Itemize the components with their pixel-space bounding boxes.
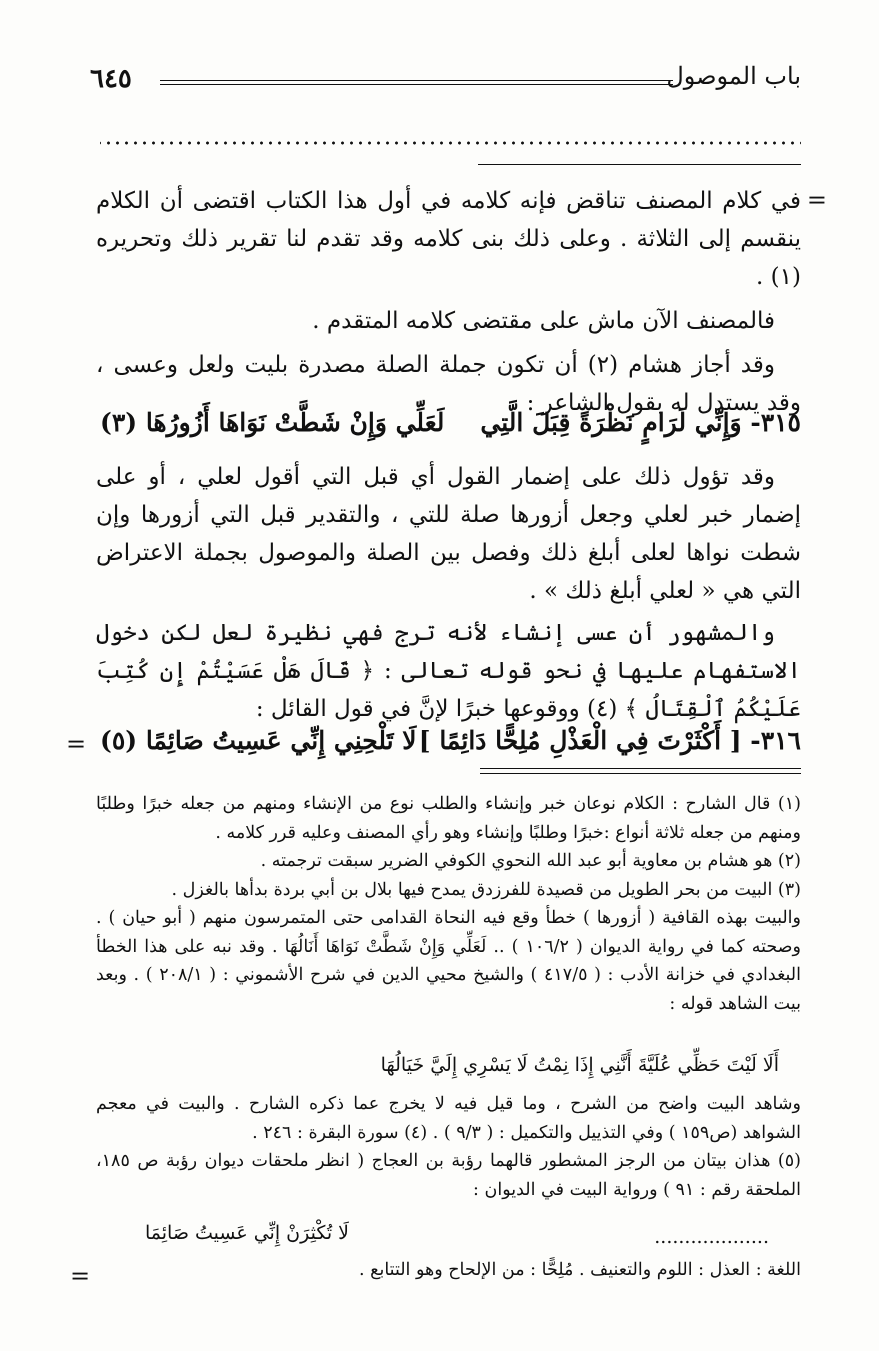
footnote-3-continued: والبيت بهذه القافية ( أزورها ) خطأ وقع فيه النحاة القدامى حتى المتمرسون منهم ( أبو حيان ) . وصحته كما في رواية الديوان ( ١٠٦/٢ ) .. لَعَلِّي وَإِنْ شَطَّتْ نَوَاهَا أَنَالُهَا . وقد نبه على هذا الخطأ البغدادي في خزانة الأدب : ( ٤١٧/٥ ) والشيخ محيي الدين في شرح الأشموني : ( ٢٠٨/١ ) . وبعد بيت الشاهد قوله : — [96, 908, 802, 1014]
footnote-5-verse-second: لَا تُكْثِرَنْ إِنِّي عَسِيتُ صَائِمَا — [144, 1222, 349, 1244]
paragraph-5: والمشهور أن عسى إنشاء لأنه ترج فهي نظيرة لعل لكن دخول الاستفهام عليها في نحو قوله تعالى : ﴿ قَالَ هَلْ عَسَيْتُمْ إِن كُتِبَ عَلَيْكُمُ ٱلْقِتَالُ ﴾ (٤) ووقوعها خبرًا لإنَّ في قول القائل : — [96, 620, 801, 722]
paragraph-4: وقد تؤول ذلك على إضمار القول أي قبل التي أقول لعلي ، أو على إضمار خبر لعلي وجعل أزورها صلة للتي ، والتقدير قبل التي أزورها وإن شطت نواها لعلى أبلغ ذلك وفصل بين الصلة والموصول بجملة الاعتراض التي هي « لعلي أبلغ ذلك » . — [96, 464, 801, 604]
footnote-5-verse-first: ................... — [654, 1226, 769, 1248]
verse-315-first-hemistich: ٣١٥- وَإِنِّي لَرَامٍ نَظْرَةً قِبَلَ الَّتِي — [480, 408, 801, 437]
footnote-2: (٢) هو هشام بن معاوية أبو عبد الله النحوي الكوفي الضرير سبقت ترجمته . — [260, 851, 801, 871]
footnote-1: (١) قال الشارح : الكلام نوعان خبر وإنشاء والطلب نوع من الإنشاء ومنهم من جعله خبرًا وطلبًا ومنهم من جعله ثلاثة أنواع :خبرًا وطلبًا وإنشاء وهو رأي المصنف وعليه قرر كلامه . — [96, 794, 801, 843]
running-header — [90, 62, 801, 98]
dotted-separator — [100, 138, 801, 148]
footnote-rule-2 — [480, 773, 801, 774]
footnote-3: (٣) البيت من بحر الطويل من قصيدة للفرزدق يمدح فيها بلال بن أبي بردة بدأها بالغزل . — [171, 879, 801, 900]
footnote-5: (٥) هذان بيتان من الرجز المشطور قالهما رؤبة بن العجاج ( انظر ملحقات ديوان رؤبة ص ١٨٥، الملحقة رقم : ٩١ ) ورواية البيت في الديوان : — [96, 1151, 801, 1200]
verse-316 — [100, 726, 801, 766]
body-block-2 — [96, 458, 801, 728]
footnotes — [96, 790, 801, 1018]
verse-315 — [100, 408, 801, 448]
footnotes-lower — [96, 1090, 801, 1204]
footnote-3-verse: أَلَا لَيْتَ حَظِّي عُلَيَّةَ أَنَّنِي إِذَا نِمْتُ لَا يَسْرِي إِلَيَّ خَيَالُهَا — [380, 1054, 779, 1076]
paragraph-1: في كلام المصنف تناقض فإنه كلامه في أول هذا الكتاب اقتضى أن الكلام ينقسم إلى الثلاثة . وعلى ذلك بنى كلامه وقد تقدم لنا تقرير ذلك وتحريره (١) . — [96, 188, 801, 290]
chapter-title: باب الموصول — [666, 62, 801, 90]
header-rule — [160, 80, 673, 85]
paragraph-3: وقد أجاز هشام (٢) أن تكون جملة الصلة مصدرة بليت ولعل وعسى ، وقد يستدل له بقول الشاعر : — [96, 352, 801, 416]
continuation-rule — [478, 164, 801, 165]
footnote-5-lugha: اللغة : العذل : اللوم والتعنيف . مُلِحًّا : من الإلحاح وهو التتابع . — [359, 1260, 801, 1280]
paragraph-2: فالمصنف الآن ماش على مقتضى كلامه المتقدم . — [312, 308, 775, 334]
footnote-rule-1 — [480, 768, 801, 769]
body-block-1 — [96, 182, 801, 422]
page-number: ٦٤٥ — [90, 64, 132, 94]
verse-315-second-hemistich: لَعَلِّي وَإِنْ شَطَّتْ نَوَاهَا أَزُورُهَا (٣) — [100, 408, 445, 437]
continuation-mark-verse: = — [66, 730, 87, 758]
verse-316-second-hemistich: لَا تَلْحِنِي إِنِّي عَسِيتُ صَائِمًا (٥) — [100, 726, 417, 755]
footnote-3-conclusion: وشاهد البيت واضح من الشرح ، وما قيل فيه لا يخرج عما ذكره الشارح . والبيت في معجم الشواهد (ص١٥٩ ) وفي التذييل والتكميل : ( ٩/٣ ) . (٤) سورة البقرة : ٢٤٦ . — [96, 1094, 801, 1143]
continuation-mark-bottom: = — [70, 1262, 91, 1290]
verse-316-first-hemistich: ٣١٦- [ أَكْثَرْتَ فِي الْعَذْلِ مُلِحًّا دَائِمًا ] — [418, 726, 801, 755]
footnote-lugha-block — [96, 1256, 801, 1285]
continuation-mark-top: = — [806, 186, 827, 214]
